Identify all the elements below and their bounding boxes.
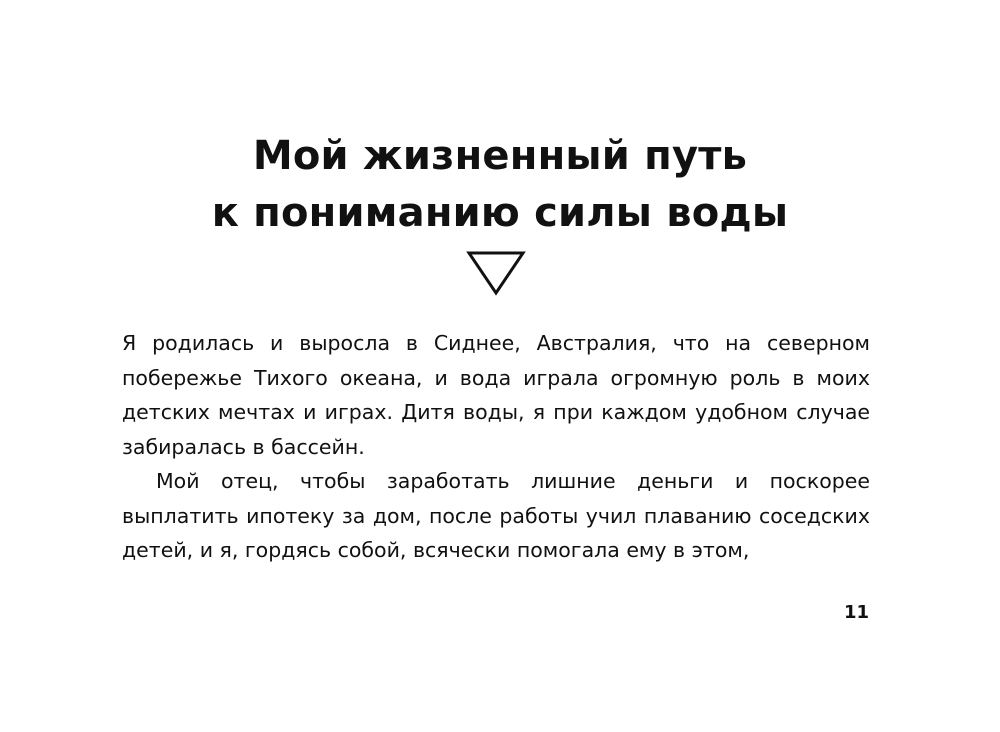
chapter-title <box>0 128 1000 242</box>
page-number: 11 <box>843 602 869 623</box>
paragraph-1: Я родилась и выросла в Сиднее, Австралия, что на северном побережье Тихого океана, и вода играла огромную роль в моих детских мечтах и играх. Дитя воды, я при каждом удобном случае забиралась в бассейн. <box>122 331 870 459</box>
body-text <box>122 326 870 568</box>
paragraph-2: Мой отец, чтобы заработать лишние деньги и поскорее выплатить ипотеку за дом, после работы учил плаванию соседских детей, и я, гордясь собой, всячески помогала ему в этом, <box>122 469 870 562</box>
chapter-title-line-1: Мой жизненный путь <box>252 133 748 179</box>
chapter-title-line-2: к пониманию силы воды <box>211 190 789 236</box>
down-triangle-icon <box>466 250 526 296</box>
